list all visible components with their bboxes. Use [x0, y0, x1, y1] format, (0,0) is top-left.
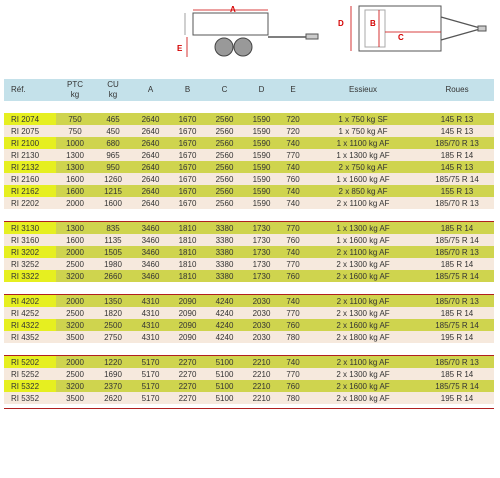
table-cell: 185/70 R 13 — [420, 197, 494, 209]
table-cell: 770 — [280, 368, 306, 380]
table-cell: 2270 — [169, 368, 206, 380]
table-cell: 4240 — [206, 331, 243, 343]
table-cell: 2500 — [56, 368, 94, 380]
table-cell: 2 x 1800 kg AF — [306, 331, 420, 343]
column-header: A — [132, 79, 169, 101]
table-cell: 2560 — [206, 161, 243, 173]
dimension-label-a: A — [230, 5, 236, 14]
table-cell: 1810 — [169, 246, 206, 258]
table-cell: 185/75 R 14 — [420, 270, 494, 282]
table-cell: 1670 — [169, 125, 206, 137]
model-reference-cell: RI 2075 — [4, 125, 56, 137]
table-cell: 1590 — [243, 149, 280, 161]
table-cell: 770 — [280, 149, 306, 161]
table-cell: 950 — [94, 161, 132, 173]
trailer-diagrams — [0, 0, 500, 70]
model-reference-cell: RI 3322 — [4, 270, 56, 282]
table-cell: 1590 — [243, 137, 280, 149]
table-cell: 2030 — [243, 295, 280, 308]
table-cell: 1590 — [243, 161, 280, 173]
table-cell: 185/75 R 14 — [420, 173, 494, 185]
table-cell: 2640 — [132, 173, 169, 185]
table-row — [4, 185, 494, 197]
table-cell: 3380 — [206, 246, 243, 258]
table-cell: 4310 — [132, 295, 169, 308]
model-reference-cell: RI 3160 — [4, 234, 56, 246]
table-cell: 2 x 1600 kg AF — [306, 319, 420, 331]
table-cell: 2640 — [132, 137, 169, 149]
table-cell: 770 — [280, 258, 306, 270]
table-cell: 2270 — [169, 356, 206, 369]
model-reference-cell: RI 4202 — [4, 295, 56, 308]
table-cell: 4240 — [206, 307, 243, 319]
table-cell: 2 x 1300 kg AF — [306, 368, 420, 380]
table-cell: 185/75 R 14 — [420, 319, 494, 331]
table-cell: 2640 — [132, 149, 169, 161]
table-cell: 3500 — [56, 331, 94, 343]
table-cell: 1 x 750 kg AF — [306, 125, 420, 137]
table-cell: 3460 — [132, 222, 169, 235]
table-cell: 2000 — [56, 356, 94, 369]
table-cell: 1730 — [243, 222, 280, 235]
table-row — [4, 307, 494, 319]
column-header: Réf. — [4, 79, 56, 101]
model-reference-cell: RI 2130 — [4, 149, 56, 161]
table-cell: 1820 — [94, 307, 132, 319]
table-cell: 185/70 R 13 — [420, 246, 494, 258]
table-cell: 5170 — [132, 380, 169, 392]
table-row — [4, 234, 494, 246]
table-cell: 760 — [280, 173, 306, 185]
table-cell: 185/70 R 13 — [420, 295, 494, 308]
table-cell: 1220 — [94, 356, 132, 369]
table-cell: 1300 — [56, 149, 94, 161]
table-cell: 185/70 R 13 — [420, 356, 494, 369]
table-cell: 5170 — [132, 368, 169, 380]
dimension-label-d: D — [338, 19, 344, 28]
table-cell: 780 — [280, 392, 306, 404]
table-row — [4, 368, 494, 380]
table-cell: 1600 — [56, 185, 94, 197]
table-cell: 1000 — [56, 137, 94, 149]
table-row — [4, 125, 494, 137]
table-row — [4, 246, 494, 258]
table-cell: 1 x 1600 kg AF — [306, 234, 420, 246]
table-cell: 3460 — [132, 234, 169, 246]
dimension-label-b: B — [370, 19, 376, 28]
table-cell: 2640 — [132, 125, 169, 137]
table-cell: 2560 — [206, 173, 243, 185]
table-cell: 2 x 850 kg AF — [306, 185, 420, 197]
table-cell: 2030 — [243, 319, 280, 331]
table-cell: 1690 — [94, 368, 132, 380]
table-cell: 1670 — [169, 197, 206, 209]
table-cell: 760 — [280, 380, 306, 392]
table-cell: 4240 — [206, 319, 243, 331]
table-cell: 770 — [280, 222, 306, 235]
table-cell: 1260 — [94, 173, 132, 185]
table-cell: 1590 — [243, 173, 280, 185]
table-cell: 4310 — [132, 331, 169, 343]
table-cell: 1 x 750 kg SF — [306, 113, 420, 125]
table-cell: 1670 — [169, 173, 206, 185]
table-cell: 2270 — [169, 380, 206, 392]
table-cell: 155 R 13 — [420, 185, 494, 197]
table-cell: 740 — [280, 295, 306, 308]
group-separator — [4, 101, 494, 113]
table-row — [4, 161, 494, 173]
table-row — [4, 319, 494, 331]
table-cell: 1600 — [56, 234, 94, 246]
table-cell: 1600 — [56, 173, 94, 185]
table-body — [4, 101, 494, 409]
table-cell: 1590 — [243, 185, 280, 197]
group-separator — [4, 343, 494, 356]
table-cell: 1670 — [169, 161, 206, 173]
table-cell: 2000 — [56, 246, 94, 258]
model-reference-cell: RI 4322 — [4, 319, 56, 331]
table-cell: 3460 — [132, 258, 169, 270]
table-cell: 2090 — [169, 307, 206, 319]
table-row — [4, 113, 494, 125]
table-cell: 185/75 R 14 — [420, 234, 494, 246]
table-cell: 145 R 13 — [420, 125, 494, 137]
table-cell: 5100 — [206, 380, 243, 392]
table-cell: 740 — [280, 197, 306, 209]
top-view-diagram — [351, 6, 486, 51]
table-cell: 2620 — [94, 392, 132, 404]
model-reference-cell: RI 3252 — [4, 258, 56, 270]
table-cell: 740 — [280, 246, 306, 258]
table-cell: 1 x 1100 kg AF — [306, 137, 420, 149]
table-cell: 3380 — [206, 270, 243, 282]
table-cell: 3380 — [206, 258, 243, 270]
table-row — [4, 197, 494, 209]
table-cell: 1670 — [169, 185, 206, 197]
table-cell: 2210 — [243, 380, 280, 392]
table-cell: 1810 — [169, 222, 206, 235]
table-cell: 1300 — [56, 161, 94, 173]
table-cell: 185 R 14 — [420, 368, 494, 380]
table-cell: 680 — [94, 137, 132, 149]
table-cell: 2 x 1300 kg AF — [306, 258, 420, 270]
table-cell: 185 R 14 — [420, 149, 494, 161]
table-cell: 740 — [280, 161, 306, 173]
table-cell: 2500 — [94, 319, 132, 331]
table-cell: 5100 — [206, 368, 243, 380]
model-reference-cell: RI 5252 — [4, 368, 56, 380]
table-cell: 760 — [280, 234, 306, 246]
table-cell: 1300 — [56, 222, 94, 235]
table-cell: 2750 — [94, 331, 132, 343]
table-cell: 4310 — [132, 319, 169, 331]
table-cell: 750 — [56, 113, 94, 125]
column-header: PTC kg — [56, 79, 94, 101]
model-reference-cell: RI 2100 — [4, 137, 56, 149]
model-reference-cell: RI 5322 — [4, 380, 56, 392]
table-cell: 2560 — [206, 185, 243, 197]
table-cell: 1135 — [94, 234, 132, 246]
table-cell: 740 — [280, 356, 306, 369]
table-cell: 5100 — [206, 356, 243, 369]
table-cell: 2660 — [94, 270, 132, 282]
table-cell: 1670 — [169, 137, 206, 149]
table-cell: 760 — [280, 319, 306, 331]
model-reference-cell: RI 2074 — [4, 113, 56, 125]
table-cell: 465 — [94, 113, 132, 125]
table-cell: 2560 — [206, 197, 243, 209]
model-reference-cell: RI 2132 — [4, 161, 56, 173]
table-cell: 3200 — [56, 319, 94, 331]
table-cell: 3200 — [56, 380, 94, 392]
table-cell: 1590 — [243, 125, 280, 137]
table-cell: 2 x 1800 kg AF — [306, 392, 420, 404]
table-cell: 1730 — [243, 270, 280, 282]
group-separator — [4, 209, 494, 222]
table-cell: 4240 — [206, 295, 243, 308]
dimension-label-c: C — [398, 33, 404, 42]
table-cell: 2 x 1100 kg AF — [306, 356, 420, 369]
model-reference-cell: RI 4352 — [4, 331, 56, 343]
table-cell: 1670 — [169, 149, 206, 161]
table-cell: 2030 — [243, 307, 280, 319]
table-cell: 185 R 14 — [420, 222, 494, 235]
table-cell: 780 — [280, 331, 306, 343]
table-cell: 5170 — [132, 356, 169, 369]
table-cell: 2640 — [132, 185, 169, 197]
dimension-label-e: E — [177, 44, 183, 53]
table-cell: 835 — [94, 222, 132, 235]
table-row — [4, 392, 494, 404]
table-cell: 185 R 14 — [420, 258, 494, 270]
model-reference-cell: RI 2160 — [4, 173, 56, 185]
table-cell: 195 R 14 — [420, 392, 494, 404]
table-cell: 2 x 1600 kg AF — [306, 270, 420, 282]
model-reference-cell: RI 3130 — [4, 222, 56, 235]
table-cell: 2090 — [169, 295, 206, 308]
table-cell: 1810 — [169, 270, 206, 282]
column-header: E — [280, 79, 306, 101]
table-cell: 2000 — [56, 295, 94, 308]
table-cell: 3460 — [132, 246, 169, 258]
table-cell: 1215 — [94, 185, 132, 197]
table-cell: 145 R 13 — [420, 161, 494, 173]
table-cell: 2270 — [169, 392, 206, 404]
model-reference-cell: RI 5352 — [4, 392, 56, 404]
table-cell: 1730 — [243, 246, 280, 258]
model-reference-cell: RI 4252 — [4, 307, 56, 319]
side-view-diagram — [185, 10, 318, 57]
table-row — [4, 173, 494, 185]
table-cell: 740 — [280, 185, 306, 197]
table-cell: 1730 — [243, 234, 280, 246]
table-cell: 5100 — [206, 392, 243, 404]
table-cell: 2560 — [206, 113, 243, 125]
table-cell: 185/70 R 13 — [420, 137, 494, 149]
table-cell: 2560 — [206, 137, 243, 149]
table-cell: 2090 — [169, 331, 206, 343]
table-row — [4, 137, 494, 149]
table-cell: 2 x 1100 kg AF — [306, 197, 420, 209]
model-reference-cell: RI 5202 — [4, 356, 56, 369]
table-cell: 2210 — [243, 356, 280, 369]
table-cell: 1 x 1600 kg AF — [306, 173, 420, 185]
table-cell: 1730 — [243, 258, 280, 270]
table-cell: 2640 — [132, 197, 169, 209]
table-cell: 2560 — [206, 149, 243, 161]
table-row — [4, 295, 494, 308]
table-cell: 4310 — [132, 307, 169, 319]
table-cell: 3200 — [56, 270, 94, 282]
column-header: Roues — [420, 79, 494, 101]
table-cell: 720 — [280, 113, 306, 125]
table-row — [4, 149, 494, 161]
table-cell: 1 x 1300 kg AF — [306, 149, 420, 161]
table-cell: 5170 — [132, 392, 169, 404]
table-cell: 3500 — [56, 392, 94, 404]
table-cell: 1810 — [169, 258, 206, 270]
table-cell: 760 — [280, 270, 306, 282]
table-cell: 1590 — [243, 113, 280, 125]
group-separator — [4, 282, 494, 295]
table-cell: 185 R 14 — [420, 307, 494, 319]
table-cell: 3380 — [206, 222, 243, 235]
table-cell: 2500 — [56, 258, 94, 270]
column-header: CU kg — [94, 79, 132, 101]
table-cell: 2000 — [56, 197, 94, 209]
table-row — [4, 356, 494, 369]
table-cell: 1505 — [94, 246, 132, 258]
table-row — [4, 331, 494, 343]
table-cell: 3380 — [206, 234, 243, 246]
table-cell: 770 — [280, 307, 306, 319]
table-cell: 2 x 750 kg AF — [306, 161, 420, 173]
model-reference-cell: RI 2162 — [4, 185, 56, 197]
table-cell: 1 x 1300 kg AF — [306, 222, 420, 235]
table-cell: 2640 — [132, 113, 169, 125]
table-cell: 2 x 1600 kg AF — [306, 380, 420, 392]
table-cell: 195 R 14 — [420, 331, 494, 343]
table-row — [4, 270, 494, 282]
model-reference-cell: RI 2202 — [4, 197, 56, 209]
table-cell: 2500 — [56, 307, 94, 319]
table-cell: 2560 — [206, 125, 243, 137]
table-row — [4, 258, 494, 270]
table-header-row — [4, 79, 494, 101]
table-cell: 750 — [56, 125, 94, 137]
column-header: D — [243, 79, 280, 101]
column-header: B — [169, 79, 206, 101]
table-cell: 740 — [280, 137, 306, 149]
model-reference-cell: RI 3202 — [4, 246, 56, 258]
table-cell: 1810 — [169, 234, 206, 246]
table-row — [4, 380, 494, 392]
table-cell: 2370 — [94, 380, 132, 392]
table-cell: 2210 — [243, 368, 280, 380]
column-header: Essieux — [306, 79, 420, 101]
table-cell: 1350 — [94, 295, 132, 308]
specification-table — [4, 79, 494, 409]
table-cell: 1980 — [94, 258, 132, 270]
table-cell: 1590 — [243, 197, 280, 209]
table-cell: 965 — [94, 149, 132, 161]
table-row — [4, 222, 494, 235]
table-cell: 2640 — [132, 161, 169, 173]
column-header: C — [206, 79, 243, 101]
table-cell: 2 x 1300 kg AF — [306, 307, 420, 319]
table-cell: 2030 — [243, 331, 280, 343]
table-cell: 2 x 1100 kg AF — [306, 295, 420, 308]
table-cell: 2090 — [169, 319, 206, 331]
table-cell: 450 — [94, 125, 132, 137]
table-cell: 3460 — [132, 270, 169, 282]
table-end-line — [4, 404, 494, 409]
table-cell: 145 R 13 — [420, 113, 494, 125]
table-cell: 185/75 R 14 — [420, 380, 494, 392]
table-cell: 2210 — [243, 392, 280, 404]
table-cell: 2 x 1100 kg AF — [306, 246, 420, 258]
table-cell: 1600 — [94, 197, 132, 209]
table-cell: 720 — [280, 125, 306, 137]
table-cell: 1670 — [169, 113, 206, 125]
